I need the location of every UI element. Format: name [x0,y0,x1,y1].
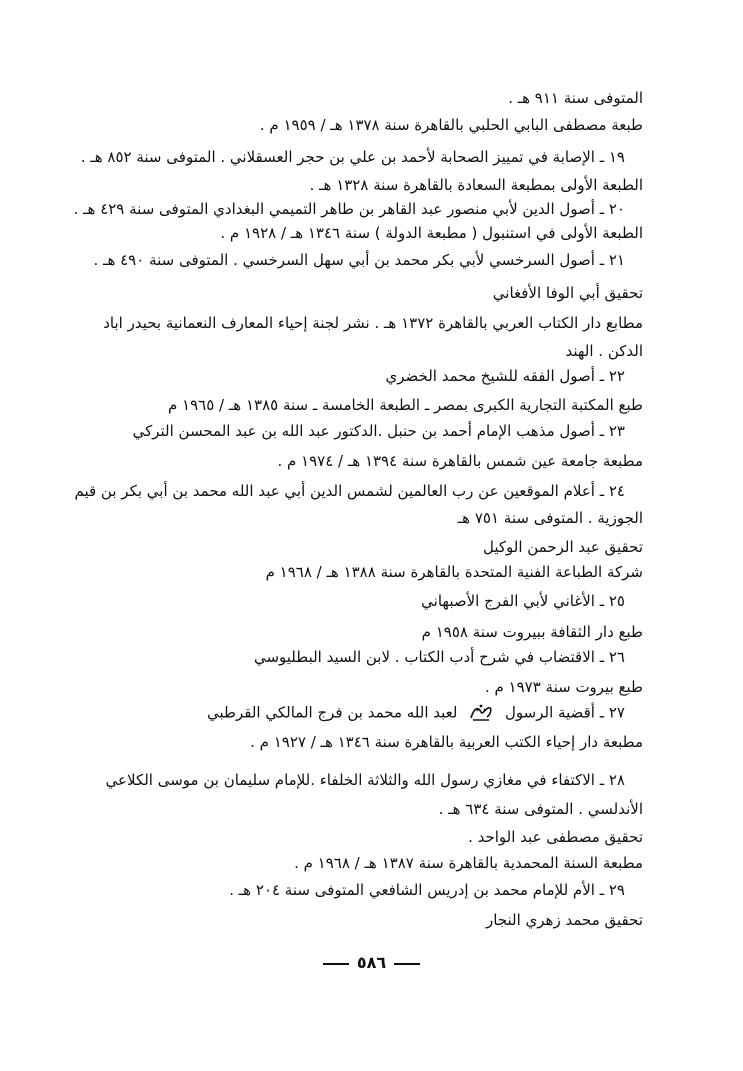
text-line: مطبعة جامعة عين شمس بالقاهرة سنة ١٣٩٤ هـ / ١٩٧٤ م . [277,452,643,470]
text-line: الطبعة الأولى بمطبعة السعادة بالقاهرة سنة ١٣٢٨ هـ . [309,176,643,194]
entry-author: لعبد الله محمد بن فرج المالكي القرطبي [207,703,458,722]
entry-line: ٢٩ ـ الأم للإمام محمد بن إدريس الشافعي المتوفى سنة ٢٠٤ هـ . [229,881,625,899]
entry-title: ٢٧ ـ أقضية الرسول [505,703,625,722]
text-line: الجوزية . المتوفى سنة ٧٥١ هـ [457,509,643,527]
text-line: مطبعة دار إحياء الكتب العربية بالقاهرة سنة ١٣٤٦ هـ / ١٩٢٧ م . [250,733,643,751]
text-line: مطبعة السنة المحمدية بالقاهرة سنة ١٣٨٧ هـ / ١٩٦٨ م . [294,854,643,872]
divider [323,963,349,965]
page-number [0,952,743,974]
text-line: تحقيق محمد زهري النجار [486,911,643,929]
entry-line: ٢٣ ـ أصول مذهب الإمام أحمد بن حنبل .الدكتور عبد الله بن عبد المحسن التركي [132,422,625,440]
text-line: تحقيق أبي الوفا الأفغاني [492,284,643,302]
text-line: الأندلسي . المتوفى سنة ٦٣٤ هـ . [438,800,643,818]
text-line: طبع بيروت سنة ١٩٧٣ م . [484,678,643,696]
text-line: تحقيق عبد الرحمن الوكيل [482,538,643,556]
entry-line: ٢٠ ـ أصول الدين لأبي منصور عبد القاهر بن طاهر التميمي البغدادي المتوفى سنة ٤٢٩ هـ . [73,200,625,218]
text-line: شركة الطباعة الفنية المتحدة بالقاهرة سنة ١٣٨٨ هـ / ١٩٦٨ م [265,563,643,581]
entry-line: ٢٤ ـ أعلام الموقعين عن رب العالمين لشمس الدين أبي عبد الله محمد بن أبي بكر بن قيم [74,482,625,500]
text-line: الدكن . الهند [565,342,643,360]
entry-line: ٢٥ ـ الأغاني لأبي الفرج الأصبهاني [421,592,625,610]
text-line: المتوفى سنة ٩١١ هـ . [508,89,643,107]
divider [394,963,420,965]
text-line: مطابع دار الكتاب العربي بالقاهرة ١٣٧٢ هـ . نشر لجنة إحياء المعارف النعمانية بحيدر اباد [103,314,643,332]
page-number-value: ٥٨٦ [356,953,387,972]
entry-line: ٢١ ـ أصول السرخسي لأبي بكر محمد بن أبي سهل السرخسي . المتوفى سنة ٤٩٠ هـ . [93,251,625,269]
text-line: تحقيق مصطفى عبد الواحد . [468,828,643,846]
entry-line: ١٩ ـ الإصابة في تمييز الصحابة لأحمد بن علي بن حجر العسقلاني . المتوفى سنة ٨٥٢ هـ . [80,148,625,166]
entry-line: ٢٦ ـ الاقتضاب في شرح أدب الكتاب . لابن السيد البطليوسي [253,648,625,666]
entry-line [207,702,625,724]
text-line: طبع المكتبة التجارية الكبرى بمصر ـ الطبعة الخامسة ـ سنة ١٣٨٥ هـ / ١٩٦٥ م [167,396,643,414]
text-line: طبع دار الثقافة ببيروت سنة ١٩٥٨ م [421,623,643,641]
entry-line: ٢٨ ـ الاكتفاء في مغازي رسول الله والثلاثة الخلفاء .للإمام سليمان بن موسى الكلاعي [105,771,625,789]
text-line: الطبعة الأولى في استنبول ( مطبعة الدولة ) سنة ١٣٤٦ هـ / ١٩٢٨ م . [220,224,643,242]
text-line: طبعة مصطفى البابي الحلبي بالقاهرة سنة ١٣٧٨ هـ / ١٩٥٩ م . [259,116,643,134]
calligraphic-seal-icon [468,702,494,724]
entry-line: ٢٢ ـ أصول الفقه للشيخ محمد الخضري [385,367,625,385]
